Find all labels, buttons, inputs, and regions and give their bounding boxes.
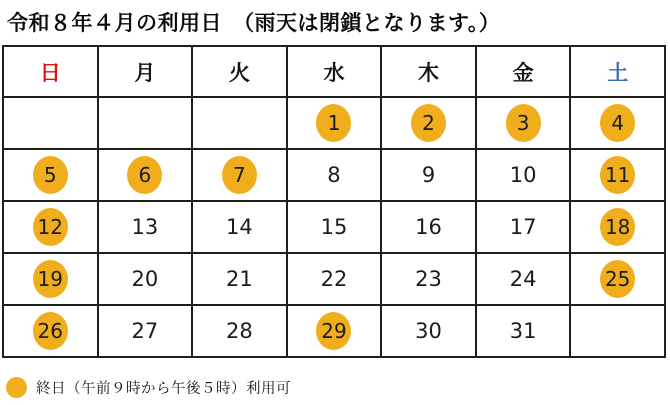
all-day-available-circle-icon xyxy=(6,377,27,398)
day-cell xyxy=(98,305,193,357)
day-cell xyxy=(287,97,382,149)
day-number: 9 xyxy=(421,163,436,187)
day-cell xyxy=(476,305,571,357)
day-cell xyxy=(3,305,98,357)
day-number: 24 xyxy=(509,267,537,291)
day-cell xyxy=(381,253,476,305)
weekday-header-火: 火 xyxy=(192,46,287,97)
day-cell xyxy=(192,201,287,253)
day-number: 8 xyxy=(327,163,341,187)
circled-day-number: 26 xyxy=(33,312,68,350)
day-cell xyxy=(287,149,382,201)
circled-day-number: 4 xyxy=(600,104,635,142)
day-number: 31 xyxy=(509,319,537,343)
day-number: 23 xyxy=(415,267,442,291)
circled-day-number: 2 xyxy=(411,104,446,142)
day-number: 21 xyxy=(226,267,253,291)
day-cell xyxy=(3,97,98,149)
calendar-row xyxy=(3,305,665,357)
day-cell xyxy=(98,253,193,305)
day-cell xyxy=(381,305,476,357)
availability-calendar xyxy=(2,45,666,358)
day-cell xyxy=(287,201,382,253)
weekday-header-木: 木 xyxy=(381,46,476,97)
day-number: 30 xyxy=(415,319,442,343)
day-cell xyxy=(381,149,476,201)
weekday-row xyxy=(3,46,665,97)
calendar-row xyxy=(3,149,665,201)
day-cell xyxy=(98,97,193,149)
day-cell xyxy=(3,149,98,201)
day-number: 15 xyxy=(320,215,348,239)
calendar-body xyxy=(3,97,665,357)
weekday-header-月: 月 xyxy=(98,46,193,97)
day-cell xyxy=(476,253,571,305)
calendar-row xyxy=(3,201,665,253)
circled-day-number: 7 xyxy=(222,156,257,194)
circled-day-number: 6 xyxy=(127,156,162,194)
legend-label: 終日（午前９時から午後５時）利用可 xyxy=(36,381,291,397)
day-number: 17 xyxy=(509,215,537,239)
circled-day-number: 5 xyxy=(33,156,68,194)
day-cell xyxy=(287,305,382,357)
day-cell xyxy=(570,305,665,357)
weekday-header-金: 金 xyxy=(476,46,571,97)
day-number: 28 xyxy=(226,319,253,343)
day-cell xyxy=(3,201,98,253)
day-cell xyxy=(476,97,571,149)
day-cell xyxy=(98,201,193,253)
day-cell xyxy=(476,201,571,253)
weekday-header-日: 日 xyxy=(3,46,98,97)
day-number: 20 xyxy=(131,267,159,291)
weekday-header-土: 土 xyxy=(570,46,665,97)
circled-day-number: 1 xyxy=(316,104,351,142)
circled-day-number: 19 xyxy=(33,260,68,298)
calendar-row xyxy=(3,97,665,149)
page-title: 令和８年４月の利用日 （雨天は閉鎖となります。） xyxy=(7,11,501,35)
day-number: 27 xyxy=(131,319,159,343)
day-cell xyxy=(192,253,287,305)
weekday-header-水: 水 xyxy=(287,46,382,97)
day-cell xyxy=(570,149,665,201)
circled-day-number: 12 xyxy=(33,208,68,246)
day-cell xyxy=(570,201,665,253)
day-number: 22 xyxy=(320,267,348,291)
day-cell xyxy=(381,201,476,253)
day-cell xyxy=(192,305,287,357)
day-cell xyxy=(381,97,476,149)
day-cell xyxy=(570,253,665,305)
day-cell xyxy=(3,253,98,305)
circled-day-number: 25 xyxy=(600,260,635,298)
circled-day-number: 18 xyxy=(600,208,635,246)
day-number: 13 xyxy=(131,215,159,239)
day-cell xyxy=(476,149,571,201)
day-cell xyxy=(98,149,193,201)
day-cell xyxy=(287,253,382,305)
day-number: 10 xyxy=(509,163,537,187)
legend xyxy=(6,377,291,398)
circled-day-number: 29 xyxy=(316,312,351,350)
day-cell xyxy=(192,97,287,149)
circled-day-number: 3 xyxy=(506,104,541,142)
day-number: 14 xyxy=(226,215,253,239)
day-cell xyxy=(570,97,665,149)
day-number: 16 xyxy=(415,215,442,239)
circled-day-number: 11 xyxy=(600,156,635,194)
day-cell xyxy=(192,149,287,201)
calendar-row xyxy=(3,253,665,305)
